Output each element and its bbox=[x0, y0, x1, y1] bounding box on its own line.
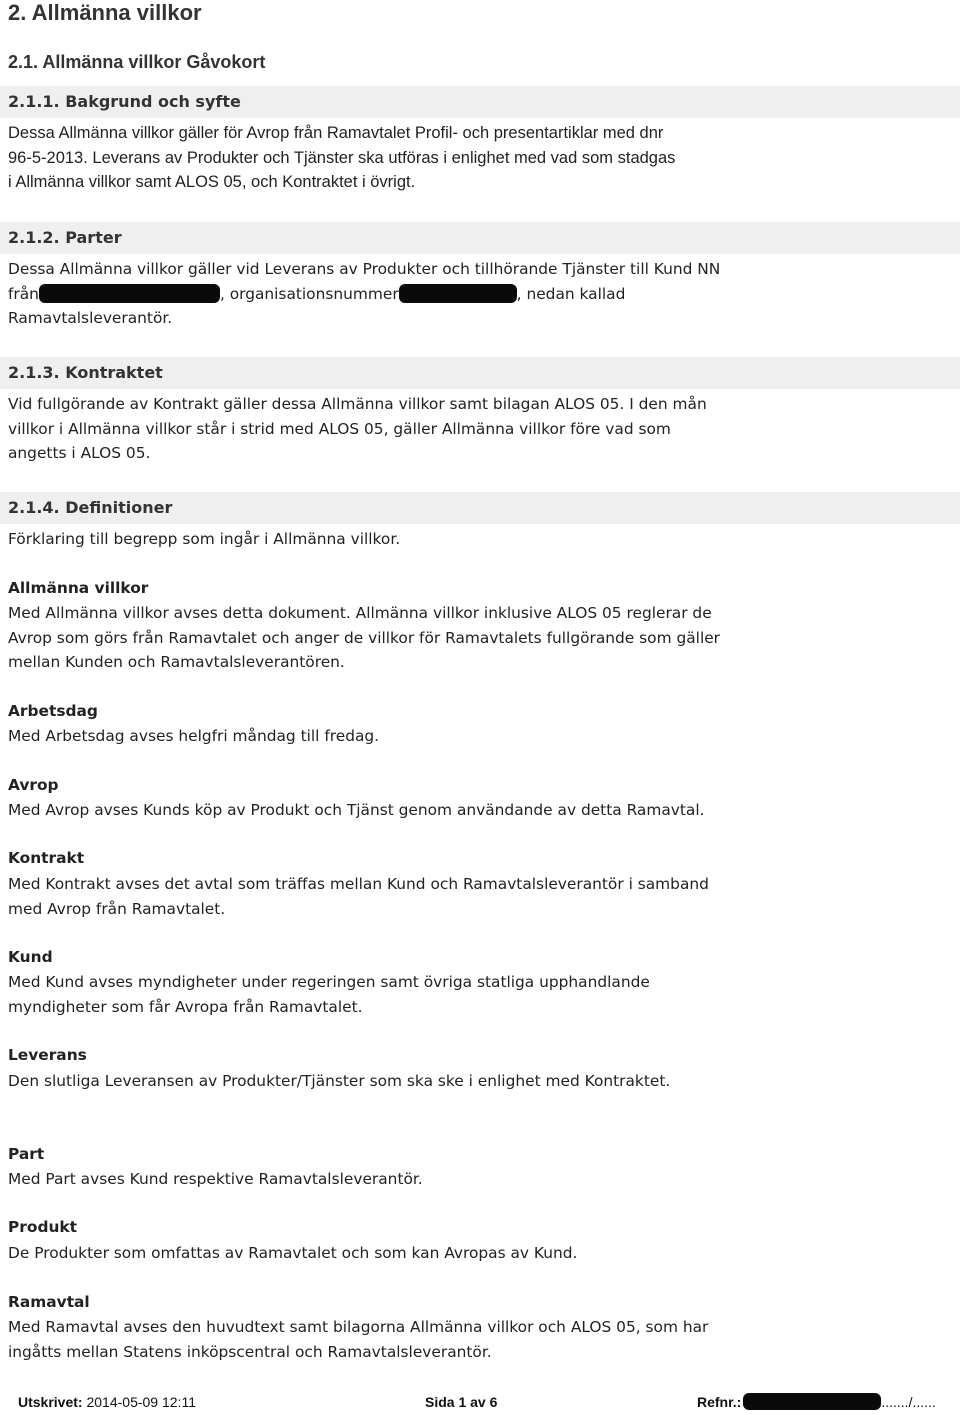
text-line: Dessa Allmänna villkor gäller för Avrop från Ramavtalet Profil- och presentartiklar med dnr bbox=[8, 124, 664, 142]
text-line: Ramavtalsleverantör. bbox=[8, 309, 173, 327]
definition-part bbox=[8, 1167, 953, 1192]
heading-band-definitioner bbox=[0, 492, 960, 524]
printed-value: 2014-05-09 12:11 bbox=[86, 1394, 196, 1410]
paragraph-definitioner-intro bbox=[8, 527, 953, 552]
text-line: ingåtts mellan Statens inköpscentral och Ramavtalsleverantör. bbox=[8, 1342, 492, 1361]
paragraph-kontraktet bbox=[8, 392, 953, 466]
definition-allmanna-villkor bbox=[8, 601, 953, 675]
printed-label: Utskrivet: bbox=[18, 1394, 83, 1410]
term-kontrakt: Kontrakt bbox=[8, 849, 85, 867]
text-line: angetts i ALOS 05. bbox=[8, 444, 151, 462]
paragraph-bakgrund bbox=[8, 121, 953, 195]
page-number: Sida 1 av 6 bbox=[425, 1394, 498, 1410]
text-line: Med Kontrakt avses det avtal som träffas mellan Kund och Ramavtalsleverantör i samband bbox=[8, 875, 709, 893]
term-avrop: Avrop bbox=[8, 776, 59, 794]
heading-band-kontraktet bbox=[0, 357, 960, 389]
definition-ramavtal bbox=[8, 1315, 953, 1364]
text-line: Vid fullgörande av Kontrakt gäller dessa Allmänna villkor samt bilagan ALOS 05. I den mån bbox=[8, 395, 707, 413]
reference-info bbox=[697, 1391, 936, 1413]
definition-produkt bbox=[8, 1241, 953, 1266]
chapter-title: 2. Allmänna villkor bbox=[8, 0, 202, 25]
term-ramavtal: Ramavtal bbox=[8, 1293, 90, 1311]
term-produkt: Produkt bbox=[8, 1218, 78, 1236]
called-label: , nedan kallad bbox=[516, 284, 626, 303]
heading-bakgrund: 2.1.1. Bakgrund och syfte bbox=[8, 92, 241, 111]
text-line: villkor i Allmänna villkor står i strid med ALOS 05, gäller Allmänna villkor före vad som bbox=[8, 419, 671, 438]
definition-leverans bbox=[8, 1069, 953, 1094]
ref-label: Refnr.: bbox=[697, 1394, 742, 1410]
org-number-label: , organisationsnummer bbox=[219, 284, 399, 303]
text-line: De Produkter som omfattas av Ramavtalet och som kan Avropas av Kund. bbox=[8, 1244, 578, 1262]
definition-kund bbox=[8, 970, 953, 1019]
text-line: Med Avrop avses Kunds köp av Produkt och Tjänst genom användande av detta Ramavtal. bbox=[8, 801, 705, 819]
heading-band-bakgrund bbox=[0, 86, 960, 118]
section-title: 2.1. Allmänna villkor Gåvokort bbox=[8, 52, 266, 72]
definition-avrop bbox=[8, 798, 953, 823]
text-line-with-redactions bbox=[8, 282, 953, 307]
printed-info bbox=[18, 1391, 196, 1413]
text-line: Dessa Allmänna villkor gäller vid Leverans av Produkter och tillhörande Tjänster till Kund NN bbox=[8, 260, 721, 278]
redacted-reference bbox=[743, 1393, 881, 1410]
text-line: myndigheter som får Avropa från Ramavtalet. bbox=[8, 997, 363, 1016]
ref-suffix: ......./...... bbox=[881, 1394, 936, 1410]
heading-kontraktet: 2.1.3. Kontraktet bbox=[8, 363, 163, 382]
text-line: Med Part avses Kund respektive Ramavtalsleverantör. bbox=[8, 1170, 423, 1188]
from-label: från bbox=[8, 284, 39, 303]
term-allmanna-villkor: Allmänna villkor bbox=[8, 579, 149, 597]
text-line: med Avrop från Ramavtalet. bbox=[8, 899, 226, 918]
term-part: Part bbox=[8, 1145, 45, 1163]
redacted-supplier-name bbox=[39, 284, 220, 303]
text-line: Med Allmänna villkor avses detta dokument. Allmänna villkor inklusive ALOS 05 reglerar de bbox=[8, 604, 712, 622]
redacted-org-number bbox=[399, 284, 517, 303]
text-line: Med Ramavtal avses den huvudtext samt bilagorna Allmänna villkor och ALOS 05, som har bbox=[8, 1318, 709, 1336]
definition-kontrakt bbox=[8, 872, 953, 921]
heading-definitioner: 2.1.4. Definitioner bbox=[8, 498, 173, 517]
definition-arbetsdag bbox=[8, 724, 953, 749]
term-arbetsdag: Arbetsdag bbox=[8, 702, 98, 720]
heading-band-parter bbox=[0, 222, 960, 254]
text-line: Med Arbetsdag avses helgfri måndag till fredag. bbox=[8, 727, 380, 745]
heading-parter: 2.1.2. Parter bbox=[8, 228, 122, 247]
paragraph-parter bbox=[8, 257, 953, 331]
term-kund: Kund bbox=[8, 948, 53, 966]
page-footer bbox=[0, 1391, 960, 1413]
text-line: mellan Kunden och Ramavtalsleverantören. bbox=[8, 653, 345, 671]
text-line: Med Kund avses myndigheter under regeringen samt övriga statliga upphandlande bbox=[8, 973, 650, 991]
text-line: Avrop som görs från Ramavtalet och anger de villkor för Ramavtalets fullgörande som gäller bbox=[8, 628, 721, 647]
term-leverans: Leverans bbox=[8, 1046, 87, 1064]
text-line: Den slutliga Leveransen av Produkter/Tjänster som ska ske i enlighet med Kontraktet. bbox=[8, 1072, 671, 1090]
text-line: Förklaring till begrepp som ingår i Allmänna villkor. bbox=[8, 530, 401, 548]
text-line: i Allmänna villkor samt ALOS 05, och Kontraktet i övrigt. bbox=[8, 173, 416, 191]
text-line: 96-5-2013. Leverans av Produkter och Tjänster ska utföras i enlighet med vad som stadgas bbox=[8, 148, 676, 167]
